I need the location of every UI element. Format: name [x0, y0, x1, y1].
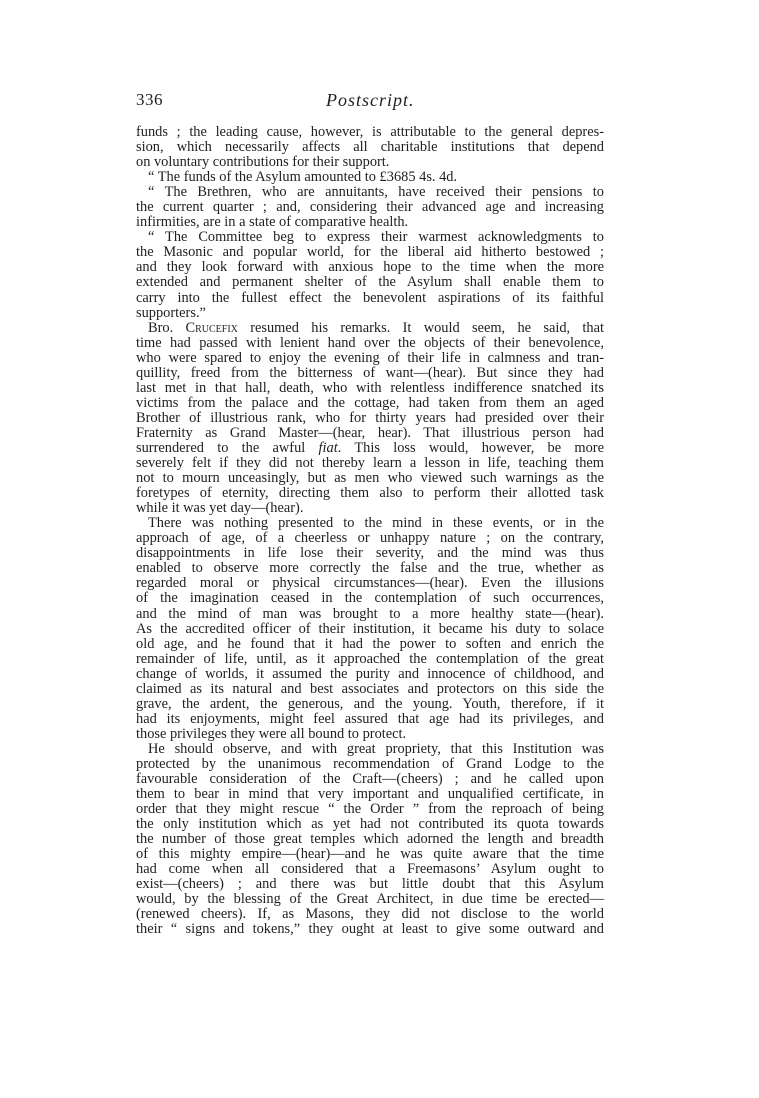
text-line: [136, 441, 604, 456]
text-line: [136, 125, 604, 140]
text-line-content: victims from the palace and the cottage, had taken from them an aged: [136, 394, 604, 411]
text-line: [136, 291, 604, 306]
text-line-content: He should observe, and with great propriety, that this Institution was: [148, 740, 604, 757]
text-line-content: grave, the ardent, the generous, and the young. Youth, therefore, if it: [136, 695, 604, 712]
text-line-content: of the imagination ceased in the contemplation of such occurrences,: [136, 590, 604, 607]
text-line-content: extended and permanent shelter of the Asylum shall enable them to: [136, 274, 604, 291]
text-line-content: on voluntary contributions for their support.: [136, 154, 390, 171]
text-line: [136, 892, 604, 907]
text-line: [136, 170, 604, 185]
text-line: [136, 637, 604, 652]
text-line-content: had its enjoyments, might feel assured that age had its privileges, and: [136, 710, 604, 727]
text-line-content: remainder of life, until, as it approached the contemplation of the great: [136, 650, 604, 667]
text-line: [136, 275, 604, 290]
text-line-content: Brother of illustrious rank, who for thirty years had presided over their: [136, 409, 604, 426]
text-line-content: As the accredited officer of their institution, it became his duty to solace: [136, 620, 604, 637]
text-line: [136, 260, 604, 275]
text-line: [136, 486, 604, 501]
text-line: [136, 667, 604, 682]
text-line: [136, 862, 604, 877]
text-line-content: enabled to observe more correctly the false and the true, whether as: [136, 560, 604, 577]
text-line: [136, 561, 604, 576]
page-header: [136, 90, 604, 116]
text-line-content: those privileges they were all bound to protect.: [136, 725, 407, 742]
text-line-content: funds ; the leading cause, however, is attributable to the general depres-: [136, 124, 604, 140]
text-line: [136, 531, 604, 546]
text-line: [136, 817, 604, 832]
text-line-content: foretypes of eternity, directing them also to perform their allotted task: [136, 485, 604, 502]
text-line: [136, 922, 604, 937]
text-line-content: sion, which necessarily affects all charitable institutions that depend: [136, 139, 604, 156]
text-line: [136, 787, 604, 802]
text-line: [136, 230, 604, 245]
italic-word: fiat: [318, 439, 338, 456]
text-line: [136, 847, 604, 862]
text-line: [136, 200, 604, 215]
text-line: [136, 426, 604, 441]
text-line-content: them to bear in mind that very important and unqualified certificate, in: [136, 786, 604, 803]
text-line: [136, 712, 604, 727]
text-line-content: exist—(cheers) ; and there was but little doubt that this Asylum: [136, 876, 604, 893]
text-line: [136, 697, 604, 712]
text-line: [136, 832, 604, 847]
text-line: [136, 336, 604, 351]
text-line: [136, 727, 604, 742]
text-line-prefix: surrendered to the awful: [136, 439, 319, 456]
text-line-content: . This loss would, however, be more: [337, 439, 604, 456]
text-line-content: approach of age, of a cheerless or unhappy nature ; on the contrary,: [136, 530, 604, 547]
body-text: [136, 125, 604, 938]
text-line-content: had come when all considered that a Freemasons’ Asylum ought to: [136, 861, 604, 878]
text-line-content: while it was yet day—(hear).: [136, 500, 304, 517]
text-line-content: “ The funds of the Asylum amounted to £3685 4s. 4d.: [148, 169, 458, 186]
text-line-content: order that they might rescue “ the Order ” from the reproach of being: [136, 801, 604, 818]
text-line-content: their “ signs and tokens,” they ought at least to give some outward and: [136, 921, 604, 938]
text-line-content: disappointments in life lose their severity, and the mind was thus: [136, 545, 604, 562]
text-line-content: old age, and he found that it had the power to soften and enrich the: [136, 635, 604, 652]
text-line: [136, 471, 604, 486]
text-line: [136, 381, 604, 396]
text-line: [136, 877, 604, 892]
text-line: [136, 682, 604, 697]
text-line-content: the only institution which as yet had not contributed its quota towards: [136, 816, 604, 833]
text-line: [136, 652, 604, 667]
text-line: [136, 351, 604, 366]
running-title: Postscript.: [326, 90, 415, 110]
text-line-content: supporters.”: [136, 304, 206, 321]
text-line: [136, 306, 604, 321]
text-line-content: infirmities, are in a state of comparative health.: [136, 214, 409, 231]
text-line: [136, 245, 604, 260]
text-line-content: and they look forward with anxious hope to the time when the more: [136, 259, 604, 276]
text-line: [136, 516, 604, 531]
text-line: [136, 622, 604, 637]
text-line-content: resumed his remarks. It would seem, he said, that: [237, 319, 605, 336]
text-line-content: the number of those great temples which adorned the length and breadth: [136, 831, 604, 848]
text-line-content: time had passed with lenient hand over the objects of their benevolence,: [136, 334, 604, 351]
text-line: [136, 742, 604, 757]
page-number: 336: [136, 90, 163, 109]
text-line-content: Fraternity as Grand Master—(hear, hear). That illustrious person had: [136, 424, 604, 441]
text-line-content: claimed as its natural and best associates and protectors on this side the: [136, 680, 604, 697]
text-line: [136, 215, 604, 230]
text-line-content: and the mind of man was brought to a more healthy state—(hear).: [136, 605, 604, 622]
text-line: [136, 591, 604, 606]
text-line: [136, 907, 604, 922]
text-line: [136, 185, 604, 200]
text-line-content: favourable consideration of the Craft—(cheers) ; and he called upon: [136, 771, 604, 788]
text-line-content: the current quarter ; and, considering their advanced age and increasing: [136, 199, 604, 216]
text-line: [136, 772, 604, 787]
text-line-content: regarded moral or physical circumstances—(hear). Even the illusions: [136, 575, 604, 592]
text-line-content: There was nothing presented to the mind in these events, or in the: [148, 515, 604, 532]
text-line: [136, 411, 604, 426]
speaker-name: Crucefix: [185, 319, 238, 336]
text-line: [136, 366, 604, 381]
text-line-content: last met in that hall, death, who with relentless indifference snatched its: [136, 379, 604, 396]
text-line-content: severely felt if they did not thereby learn a lesson in life, teaching them: [136, 455, 604, 472]
text-line: [136, 140, 604, 155]
text-line-content: not to mourn unceasingly, but as men who viewed such warnings as the: [136, 470, 604, 487]
text-line-content: “ The Committee beg to express their warmest acknowledgments to: [148, 229, 604, 246]
text-line: [136, 546, 604, 561]
text-line: [136, 155, 604, 170]
text-line: [136, 757, 604, 772]
text-line-content: “ The Brethren, who are annuitants, have received their pensions to: [148, 184, 604, 201]
text-line: [136, 607, 604, 622]
text-line-content: the Masonic and popular world, for the liberal aid hitherto bestowed ;: [136, 244, 604, 261]
text-line: [136, 456, 604, 471]
text-line: [136, 576, 604, 591]
text-line-content: of this mighty empire—(hear)—and he was quite aware that the time: [136, 846, 604, 863]
text-line: [136, 501, 604, 516]
text-line-content: carry into the fullest effect the benevolent aspirations of its faithful: [136, 289, 604, 306]
text-line-content: (renewed cheers). If, as Masons, they did not disclose to the world: [136, 906, 604, 923]
text-line-content: change of worlds, it assumed the purity and innocence of childhood, and: [136, 665, 604, 682]
text-line-content: who were spared to enjoy the evening of their life in calmness and tran-: [136, 349, 604, 366]
text-line-prefix: Bro.: [148, 319, 186, 336]
text-line: [136, 321, 604, 336]
text-line: [136, 396, 604, 411]
text-line-content: quillity, freed from the bitterness of want—(hear). But since they had: [136, 364, 604, 381]
text-line-content: protected by the unanimous recommendation of Grand Lodge to the: [136, 755, 604, 772]
text-line: [136, 802, 604, 817]
text-line-content: would, by the blessing of the Great Architect, in due time be erected—: [136, 891, 604, 908]
